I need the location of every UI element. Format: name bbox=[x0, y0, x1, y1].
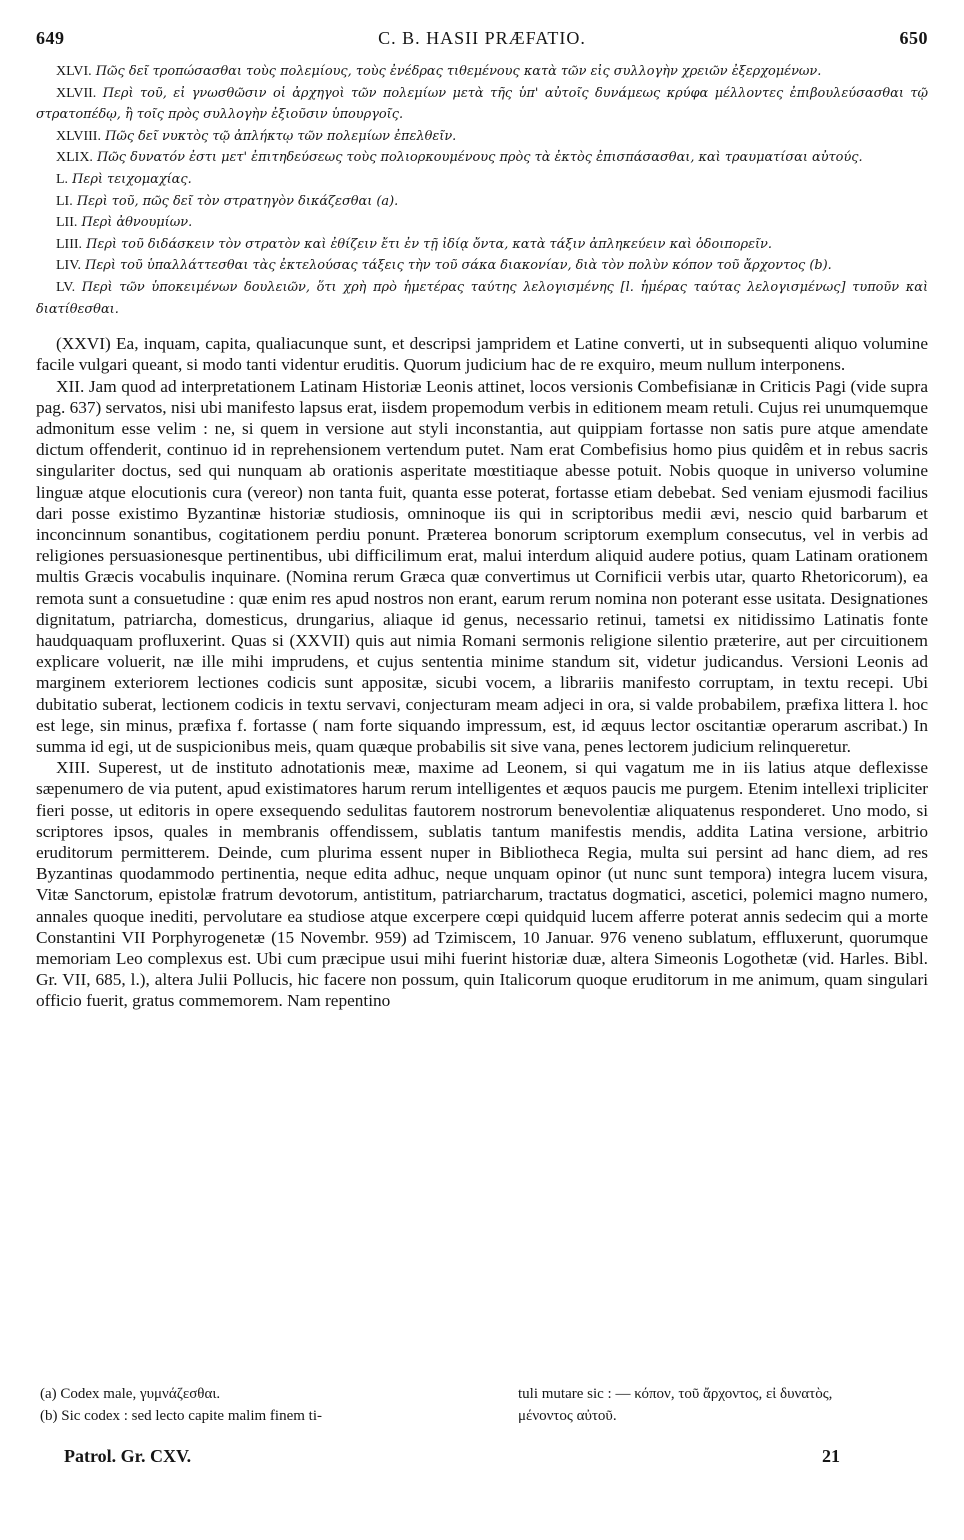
latin-body bbox=[36, 333, 928, 1012]
signature-mark: Patrol. Gr. CXV. bbox=[64, 1446, 192, 1466]
page-header bbox=[36, 28, 928, 49]
page-number-right: 650 bbox=[899, 28, 928, 48]
footnote: μένοντος αὐτοῦ. bbox=[518, 1408, 617, 1424]
chapter-entry: LII. Περὶ ἀθνουμίων. bbox=[56, 215, 193, 231]
paragraph: (XXVI) Ea, inquam, capita, qualiacunque sunt, et descripsi jampridem et Latine converti, ut in subsequenti aliquo volumine facile vulgari queant, si modo tanti videntur eruditis. Quorum judicium hac de re exquiro, meum nullum interponens. bbox=[36, 334, 928, 375]
chapter-entry: LIII. Περὶ τοῦ διδάσκειν τὸν στρατὸν καὶ ἐθίζειν ἔτι ἐν τῇ ἰδίᾳ ὄντα, κατὰ τάξιν ἀπληκεύειν καὶ ὁδοιπορεῖν. bbox=[56, 236, 772, 252]
running-title: C. B. HASII PRÆFATIO. bbox=[378, 28, 586, 48]
chapter-entry: XLIX. Πῶς δυνατόν ἐστι μετ' ἐπιτηδεύσεως τοὺς πολιορκουμένους πρὸς τὰ ἐκτὸς ἐπισπάσασθαι, καὶ τραυματίσαι αὐτούς. bbox=[56, 150, 863, 166]
page-number-left: 649 bbox=[36, 28, 65, 48]
chapter-entry: XLVIII. Πῶς δεῖ νυκτὸς τῷ ἀπλήκτῳ τῶν πολεμίων ἐπελθεῖν. bbox=[56, 128, 457, 144]
paragraph: XIII. Superest, ut de instituto adnotationis meæ, maxime ad Leonem, si qui vagatum me in iis latius atque deflexisse sæpenumero de via putent, apud existimatores harum rerum intelligentes et æquos paucis me purgem. Etenim intellexi tripliciter fieri posse, ut editoris in opere exsequendo sedulitas fautorem nostrorum benevolentiæ aliquatenus responderet. Uno modo, si scriptores ipsos, quales in membranis offendissem, sublatis tantum manifestis mendis, addita Latina versione, arbitrio eruditorum permitterem. Deinde, cum plurima essent nuper in Bibliotheca Regia, multa sui persint ad hanc diem, ad res Byzantinas quodammodo pertinentia, neque edita adhuc, neque unquam opinor (ut nunc sunt tempora) integra lucem visura, Vitæ Sanctorum, epistolæ fratrum devotorum, antistitum, patriarcharum, tractatus dogmatici, ascetici, polemici magno numero, annales quoque inediti, pervolutare ea studiose atque excerpere cœpi quidquid lucem afferre poterat annis sedecim qui a morte Constantini VII Porphyrogenetæ (15 Novembr. 959) ad Tzimiscem, 10 Januar. 976 veneno sublatum, effluxerunt, quorumque memoriam Leo complexus est. Ubi cum præcipue usui mihi fuerint historiæ duæ, altera Simeonis Logothetæ (vid. Harles. Bibl. Gr. VII, 685, l.), altera Julii Pollucis, hic facere non possum, quin Italicorum quoque eruditorum in me animum, quam singulari officio fuerit, gratus commemorem. Nam repentino bbox=[36, 758, 928, 1011]
paragraph: XII. Jam quod ad interpretationem Latinam Historiæ Leonis attinet, locos versionis Combefisianæ in Criticis Pagi (vide supra pag. 637) servatos, nisi ubi manifesto lapsus erat, iisdem propemodum verbis in editionem meam retuli. Cujus rei unumquemque admonitum esse velim : ne, si quem in versione aut styli inconstantia, aut quippiam fortasse non satis pure atque amendate dictum offenderit, continuo id in reprehensionem vertendum putet. Nam erat Combefisius homo pius quidêm et in rebus sacris singulariter doctus, sed qui nunquam ab orationis asperitate mœstitiaque abesse potuit. Nobis quoque in universo volumine linguæ atque elocutionis cura (vereor) non tanta fuit, quanta esse poterat, fortasse etiam debebat. Sed veniam ejusmodi facilius dari posse existimo Byzantinæ historiæ studiosis, omninoque iis qui in scriptoribus medii ævi, nescio quid barbarum et inconcinnum sonantibus, cogitationem perdiu ponunt. Præterea bonorum scriptorum exemplum consecutus, vel in verbis ad religiones persuasionesque pertinentibus, ubi difficilimum erat, malui interdum aliquid audere potius, quam Latinam orationem multis Græcis vocabulis inquinare. (Nomina rerum Græca quæ convertimus ut Cornificii verbis utar, quarto Rhetoricorum), ea remota sunt a consuetudine : quæ enim res apud nostros non erant, earum rerum nomina non poterant esse usitata. Designationes dignitatum, patriarcha, domesticus, drungarius, aliaque id genus, necessario retinui, tametsi ex nitidissimo Latinatis fonte haudquaquam profluxerint. Quas si (XXVII) quis aut nimia Romani sermonis religione silentio præterire, aut per circuitionem explicare voluerit, næ ille mihi imprudens, et cujus sententia minime standum sit, videtur judicandus. Versioni Leonis ad marginem exteriorem lectiones codicis sunt appositæ, sicubi vocem, a librariis manifesto corruptam, in textu recepi. Ubi dubitatio suberat, lectionem codicis in textu servavi, conjecturam meam adjeci in ora, si valde probabilem, præfixa littera l. hoc est lege, sin minus, præfixa f. fortasse ( nam forte siquando impressum, est, id æquus lector oscitantiæ operarum ascribat.) In summa id egi, ut de suspicionibus meis, quam quæque probabilis sit sive vana, penes lectorem judicium relinqueretur. bbox=[36, 376, 928, 756]
chapter-entry: XLVII. Περὶ τοῦ, εἰ γνωσθῶσιν οἱ ἀρχηγοὶ τῶν πολεμίων μετὰ τῆς ὑπ' αὐτοῖς δυνάμεως κρύφα μέλλοντες ἐπιβουλεύσασθαι τῷ στρατοπέδῳ, ἢ τοῖς πρὸς συλλογὴν ἐξιοῦσιν ὑπουργοῖς. bbox=[36, 85, 928, 123]
signature-number: 21 bbox=[822, 1446, 840, 1466]
footnote: tuli mutare sic : — κόπον, τοῦ ἄρχοντος, εἰ δυνατὸς, bbox=[518, 1386, 833, 1402]
chapter-entry: LI. Περὶ τοῦ, πῶς δεῖ τὸν στρατηγὸν δικάζεσθαι (a). bbox=[56, 193, 399, 209]
footnote: (a) Codex male, γυμνάζεσθαι. bbox=[40, 1386, 221, 1402]
chapter-entry: L. Περὶ τειχομαχίας. bbox=[56, 171, 192, 187]
page-footer bbox=[64, 1446, 840, 1467]
chapter-entry: LIV. Περὶ τοῦ ὑπαλλάττεσθαι τὰς ἐκτελούσας τάξεις τὴν τοῦ σάκα διακονίαν, διὰ τὸν πολὺν κόπον τοῦ ἄρχοντος (b). bbox=[56, 258, 832, 274]
footnotes-left-column bbox=[40, 1383, 490, 1427]
footnotes-right-column bbox=[518, 1383, 924, 1427]
greek-chapter-list bbox=[36, 61, 928, 320]
chapter-entry: LV. Περὶ τῶν ὑποκειμένων δουλειῶν, ὅτι χρὴ πρὸ ἡμετέρας ταύτης λελογισμένης [l. ἡμέρας ταύτας λελογισμένως] τυποῦν καὶ διατίθεσθαι. bbox=[36, 279, 928, 317]
page bbox=[36, 28, 928, 1012]
chapter-entry: XLVI. Πῶς δεῖ τροπώσασθαι τοὺς πολεμίους, τοὺς ἐνέδρας τιθεμένους κατὰ τῶν εἰς συλλογὴν χρειῶν ἐξερχομένων. bbox=[56, 64, 822, 79]
footnote: (b) Sic codex : sed lecto capite malim finem ti- bbox=[40, 1408, 322, 1424]
